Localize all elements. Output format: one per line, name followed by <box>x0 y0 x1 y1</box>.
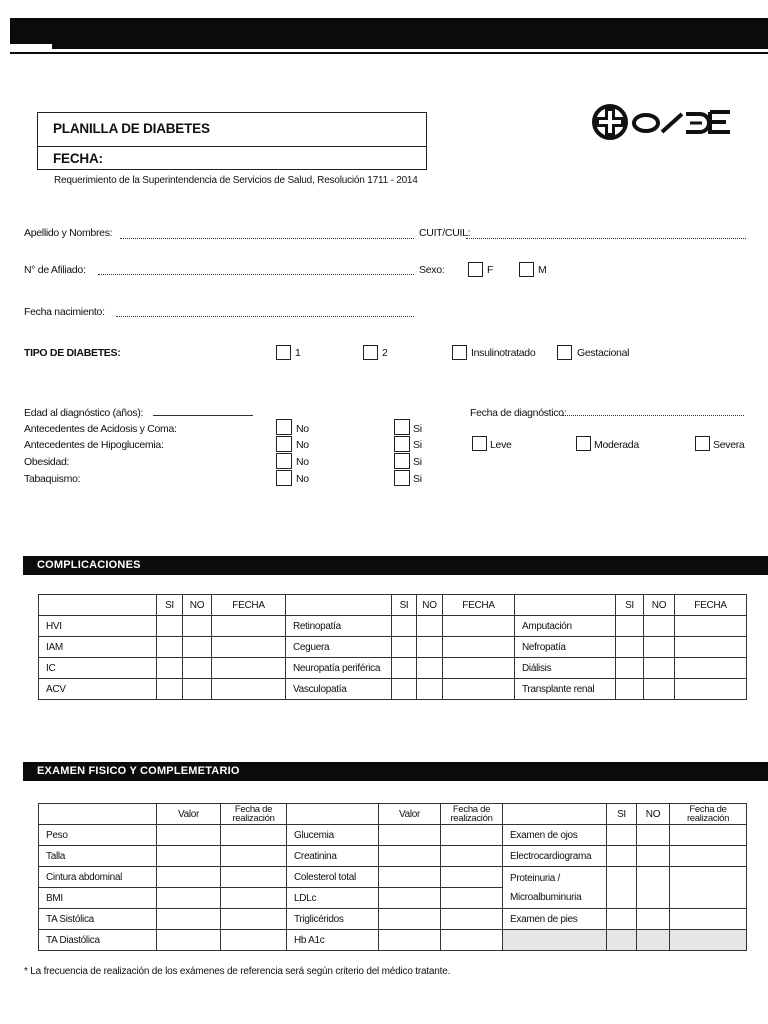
valor-cell[interactable] <box>379 930 441 951</box>
fecha-cell[interactable] <box>675 658 747 679</box>
top-bar <box>10 18 768 44</box>
empty-cell <box>503 930 607 951</box>
title-box <box>37 112 427 170</box>
fecha-cell[interactable] <box>443 658 515 679</box>
table-row <box>39 867 747 888</box>
sexo-f-label: F <box>487 264 494 276</box>
no-cell[interactable] <box>637 825 670 846</box>
row-label: TA Diastólica <box>39 930 157 951</box>
row-label: LDLc <box>287 888 379 909</box>
row-label: HVI <box>39 616 157 637</box>
table-row <box>39 909 747 930</box>
page-title: PLANILLA DE DIABETES <box>53 121 210 136</box>
no-cell[interactable] <box>183 679 212 700</box>
fecha-cell[interactable] <box>443 616 515 637</box>
fecha-cell[interactable] <box>441 825 503 846</box>
si-header: SI <box>392 595 417 616</box>
tabaquismo-si-checkbox[interactable] <box>394 470 410 486</box>
complicaciones-table <box>38 594 747 700</box>
subtitle: Requerimiento de la Superintendencia de Servicios de Salud, Resolución 1711 - 2014 <box>54 175 418 186</box>
acidosis-label: Antecedentes de Acidosis y Coma: <box>24 423 177 435</box>
si-header: SI <box>607 804 637 825</box>
fecha-cell[interactable] <box>443 637 515 658</box>
no-cell[interactable] <box>644 658 675 679</box>
severa-label: Severa <box>713 439 745 451</box>
si-header: SI <box>616 595 644 616</box>
valor-cell[interactable] <box>157 888 221 909</box>
row-label: Peso <box>39 825 157 846</box>
table-row <box>39 679 747 700</box>
valor-cell[interactable] <box>157 867 221 888</box>
top-rule <box>10 52 768 54</box>
fecha-cell[interactable] <box>212 616 286 637</box>
no-cell[interactable] <box>637 867 670 909</box>
obesidad-no-label: No <box>296 456 309 468</box>
fecha-realizacion-header: Fecha de realización <box>221 804 287 825</box>
afiliado-label: N° de Afiliado: <box>24 264 86 276</box>
apellido-field[interactable] <box>120 238 414 239</box>
row-label: IAM <box>39 637 157 658</box>
si-header: SI <box>157 595 183 616</box>
sexo-m-label: M <box>538 264 547 276</box>
row-label: Retinopatía <box>286 616 392 637</box>
sexo-f-checkbox[interactable] <box>468 262 483 277</box>
valor-header: Valor <box>379 804 441 825</box>
row-label: BMI <box>39 888 157 909</box>
obesidad-si-label: Si <box>413 456 422 468</box>
fecha-cell[interactable] <box>675 616 747 637</box>
row-label: Creatinina <box>287 846 379 867</box>
fecha-cell[interactable] <box>441 909 503 930</box>
fecha-realizacion-header: Fecha de realización <box>670 804 747 825</box>
no-cell[interactable] <box>644 637 675 658</box>
no-cell[interactable] <box>417 679 443 700</box>
row-label: IC <box>39 658 157 679</box>
si-cell[interactable] <box>392 637 417 658</box>
fecha-diag-field[interactable] <box>562 415 744 416</box>
gestacional-checkbox[interactable] <box>557 345 572 360</box>
fecha-header: FECHA <box>443 595 515 616</box>
si-cell[interactable] <box>616 679 644 700</box>
fecha-cell[interactable] <box>441 846 503 867</box>
si-cell[interactable] <box>392 658 417 679</box>
osde-logo-icon <box>590 102 750 142</box>
si-cell[interactable] <box>607 825 637 846</box>
row-label-proteinuria: Proteinuria / Microalbuminuria <box>503 867 607 909</box>
obesidad-label: Obesidad: <box>24 456 70 468</box>
acidosis-si-checkbox[interactable] <box>394 419 410 435</box>
no-cell[interactable] <box>183 616 212 637</box>
valor-cell[interactable] <box>157 846 221 867</box>
sexo-label: Sexo: <box>419 264 445 276</box>
empty-cell <box>637 930 670 951</box>
valor-header: Valor <box>157 804 221 825</box>
hipoglucemia-no-checkbox[interactable] <box>276 436 292 452</box>
obesidad-no-checkbox[interactable] <box>276 453 292 469</box>
complicaciones-header: COMPLICACIONES <box>23 556 768 575</box>
fecha-label[interactable]: FECHA: <box>53 151 103 166</box>
fecha-cell[interactable] <box>670 846 747 867</box>
si-cell[interactable] <box>607 909 637 930</box>
row-label: Vasculopatía <box>286 679 392 700</box>
row-label: Glucemia <box>287 825 379 846</box>
row-label: Cintura abdominal <box>39 867 157 888</box>
table-row <box>39 616 747 637</box>
fecha-cell[interactable] <box>212 637 286 658</box>
table-row <box>39 930 747 951</box>
tipo-1-label: 1 <box>295 347 301 359</box>
si-cell[interactable] <box>392 679 417 700</box>
title-row <box>38 113 426 147</box>
top-bar-accent <box>52 44 768 49</box>
fecha-cell[interactable] <box>221 888 287 909</box>
footnote: * La frecuencia de realización de los exámenes de referencia será según criterio del médico tratante. <box>24 966 451 977</box>
examen-table <box>38 803 747 951</box>
row-label: Examen de ojos <box>503 825 607 846</box>
fecha-cell[interactable] <box>670 867 747 909</box>
moderada-label: Moderada <box>594 439 639 451</box>
row-label: Ceguera <box>286 637 392 658</box>
tipo-2-label: 2 <box>382 347 388 359</box>
si-cell[interactable] <box>616 658 644 679</box>
si-cell[interactable] <box>607 867 637 909</box>
no-cell[interactable] <box>417 658 443 679</box>
row-label: Amputación <box>515 616 616 637</box>
row-label: ACV <box>39 679 157 700</box>
gestacional-label: Gestacional <box>577 347 630 359</box>
row-label: Talla <box>39 846 157 867</box>
no-cell[interactable] <box>637 909 670 930</box>
hipoglucemia-si-label: Si <box>413 439 422 451</box>
fecha-cell[interactable] <box>221 930 287 951</box>
nacimiento-label: Fecha nacimiento: <box>24 306 105 318</box>
acidosis-no-checkbox[interactable] <box>276 419 292 435</box>
hipoglucemia-si-checkbox[interactable] <box>394 436 410 452</box>
valor-cell[interactable] <box>157 825 221 846</box>
insulinotratado-checkbox[interactable] <box>452 345 467 360</box>
fecha-realizacion-header: Fecha de realización <box>441 804 503 825</box>
fecha-cell[interactable] <box>441 930 503 951</box>
acidosis-si-label: Si <box>413 423 422 435</box>
apellido-label: Apellido y Nombres: <box>24 227 113 239</box>
row-label: Electrocardiograma <box>503 846 607 867</box>
si-cell[interactable] <box>616 637 644 658</box>
fecha-cell[interactable] <box>675 637 747 658</box>
insulinotratado-label: Insulinotratado <box>471 347 536 359</box>
moderada-checkbox[interactable] <box>576 436 591 451</box>
acidosis-no-label: No <box>296 423 309 435</box>
row-label: Neuropatía periférica <box>286 658 392 679</box>
row-label: Transplante renal <box>515 679 616 700</box>
si-cell[interactable] <box>392 616 417 637</box>
no-header: NO <box>644 595 675 616</box>
cuit-field[interactable] <box>466 238 746 239</box>
hipoglucemia-no-label: No <box>296 439 309 451</box>
fecha-header: FECHA <box>675 595 747 616</box>
tabaquismo-si-label: Si <box>413 473 422 485</box>
no-cell[interactable] <box>644 679 675 700</box>
fecha-cell[interactable] <box>441 867 503 888</box>
fecha-cell[interactable] <box>212 679 286 700</box>
valor-cell[interactable] <box>157 909 221 930</box>
empty-cell <box>607 930 637 951</box>
si-cell[interactable] <box>157 658 183 679</box>
fecha-cell[interactable] <box>670 909 747 930</box>
tipo-2-checkbox[interactable] <box>363 345 378 360</box>
osde-logo <box>590 102 750 142</box>
no-cell[interactable] <box>183 637 212 658</box>
tipo-1-checkbox[interactable] <box>276 345 291 360</box>
nacimiento-field[interactable] <box>116 316 414 317</box>
table-row <box>39 658 747 679</box>
fecha-cell[interactable] <box>670 825 747 846</box>
svg-text:OSDE: OSDE <box>590 102 593 103</box>
tabaquismo-no-checkbox[interactable] <box>276 470 292 486</box>
empty-cell <box>670 930 747 951</box>
edad-field[interactable] <box>153 415 253 416</box>
edad-label: Edad al diagnóstico (años): <box>24 407 144 419</box>
table-row <box>39 846 747 867</box>
row-label: Nefropatía <box>515 637 616 658</box>
no-cell[interactable] <box>417 616 443 637</box>
no-header: NO <box>417 595 443 616</box>
row-label: Colesterol total <box>287 867 379 888</box>
valor-cell[interactable] <box>157 930 221 951</box>
si-cell[interactable] <box>616 616 644 637</box>
valor-cell[interactable] <box>379 825 441 846</box>
valor-cell[interactable] <box>379 888 441 909</box>
valor-cell[interactable] <box>379 846 441 867</box>
severa-checkbox[interactable] <box>695 436 710 451</box>
fecha-cell[interactable] <box>221 825 287 846</box>
hipoglucemia-label: Antecedentes de Hipoglucemia: <box>24 439 164 451</box>
si-cell[interactable] <box>157 616 183 637</box>
no-cell[interactable] <box>183 658 212 679</box>
fecha-cell[interactable] <box>675 679 747 700</box>
fecha-cell[interactable] <box>221 909 287 930</box>
si-cell[interactable] <box>607 846 637 867</box>
row-label: Hb A1c <box>287 930 379 951</box>
table-row <box>39 825 747 846</box>
table-header-row <box>39 804 747 825</box>
no-cell[interactable] <box>644 616 675 637</box>
examen-header: EXAMEN FISICO Y COMPLEMETARIO <box>23 762 768 781</box>
si-cell[interactable] <box>157 679 183 700</box>
fecha-diag-label: Fecha de diagnóstico: <box>470 407 567 419</box>
afiliado-field[interactable] <box>98 274 414 275</box>
table-row <box>39 637 747 658</box>
obesidad-si-checkbox[interactable] <box>394 453 410 469</box>
row-label: Examen de pies <box>503 909 607 930</box>
fecha-cell[interactable] <box>221 846 287 867</box>
table-header-row <box>39 595 747 616</box>
fecha-cell[interactable] <box>441 888 503 909</box>
leve-checkbox[interactable] <box>472 436 487 451</box>
fecha-cell[interactable] <box>212 658 286 679</box>
no-header: NO <box>183 595 212 616</box>
no-header: NO <box>637 804 670 825</box>
no-cell[interactable] <box>637 846 670 867</box>
cuit-label: CUIT/CUIL: <box>419 227 471 239</box>
tipo-label: TIPO DE DIABETES: <box>24 347 121 359</box>
no-cell[interactable] <box>417 637 443 658</box>
sexo-m-checkbox[interactable] <box>519 262 534 277</box>
valor-cell[interactable] <box>379 867 441 888</box>
si-cell[interactable] <box>157 637 183 658</box>
fecha-header: FECHA <box>212 595 286 616</box>
leve-label: Leve <box>490 439 512 451</box>
fecha-cell[interactable] <box>221 867 287 888</box>
row-label: Triglicéridos <box>287 909 379 930</box>
row-label: Diálisis <box>515 658 616 679</box>
tabaquismo-no-label: No <box>296 473 309 485</box>
tabaquismo-label: Tabaquismo: <box>24 473 81 485</box>
row-label: TA Sistólica <box>39 909 157 930</box>
valor-cell[interactable] <box>379 909 441 930</box>
fecha-cell[interactable] <box>443 679 515 700</box>
